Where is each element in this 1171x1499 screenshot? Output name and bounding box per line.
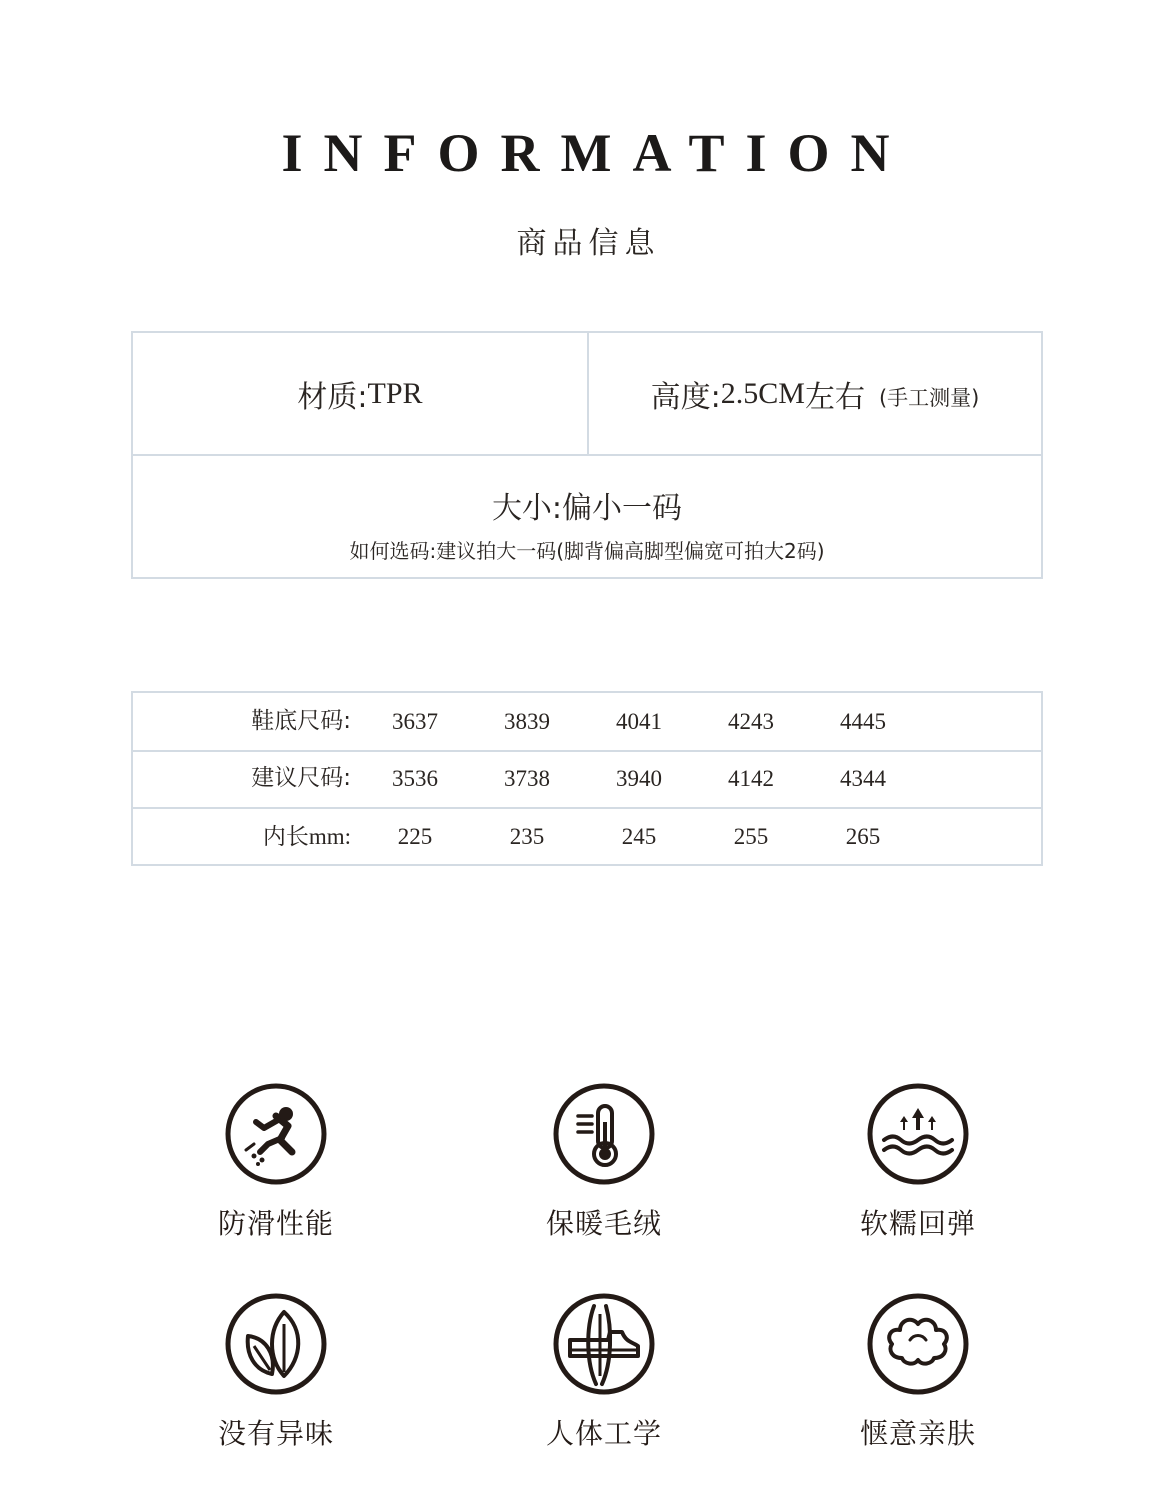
table-cell: 4243	[728, 709, 774, 734]
feature-ergonomic	[489, 1292, 719, 1452]
size-label: 大小:	[491, 491, 563, 526]
page-title: INFORMATION	[281, 123, 911, 183]
table-cell: 245	[621, 824, 657, 849]
material-value: TPR	[367, 376, 423, 410]
table-cell: 4445	[840, 709, 886, 734]
table-cell: 3940	[616, 766, 662, 791]
feature-label: 保暖毛绒	[545, 1207, 662, 1240]
feature-label: 惬意亲肤	[859, 1417, 976, 1450]
feature-warmth	[489, 1082, 719, 1242]
feature-anti-slip	[161, 1082, 391, 1242]
table-cell: 4142	[728, 766, 774, 791]
feature-rebound	[803, 1082, 1033, 1242]
feature-label: 人体工学	[545, 1417, 662, 1450]
table-row	[133, 750, 1041, 809]
height-suffix: 左右	[804, 379, 865, 415]
cotton-icon	[866, 1292, 970, 1396]
feature-no-odor	[161, 1292, 391, 1452]
row-label-cn: 内长	[262, 824, 309, 850]
feature-label: 没有异味	[217, 1417, 334, 1450]
thermometer-icon	[552, 1082, 656, 1186]
page-subtitle: 商品信息	[516, 226, 661, 261]
height-note: (手工测量)	[878, 385, 980, 410]
product-info-box	[131, 331, 1043, 579]
leaf-icon	[224, 1292, 328, 1396]
ergonomic-shoe-icon	[552, 1292, 656, 1396]
size-table	[131, 691, 1043, 866]
feature-skin-friendly	[803, 1292, 1033, 1452]
rebound-icon	[866, 1082, 970, 1186]
table-cell: 3536	[392, 766, 438, 791]
row-label: 鞋底尺码:	[251, 708, 351, 734]
table-cell: 3738	[504, 766, 550, 791]
table-row	[133, 693, 1041, 752]
feature-label: 软糯回弹	[859, 1207, 976, 1240]
anti-slip-icon	[224, 1082, 328, 1186]
row-label	[263, 808, 351, 865]
table-row	[133, 808, 1041, 865]
height-label: 高度:	[650, 379, 721, 415]
table-cell: 265	[845, 824, 881, 849]
table-cell: 255	[733, 824, 769, 849]
table-cell: 4344	[840, 766, 886, 791]
table-cell: 3839	[504, 709, 550, 734]
table-cell: 225	[397, 824, 433, 849]
row-label: 建议尺码:	[251, 765, 351, 791]
size-fit-line	[133, 483, 1041, 527]
material-label: 材质:	[297, 379, 368, 415]
table-cell: 4041	[616, 709, 662, 734]
material-cell	[133, 333, 587, 454]
height-value: 2.5CM	[720, 376, 805, 410]
table-cell: 235	[509, 824, 545, 849]
row-label-unit: mm:	[308, 824, 351, 849]
size-tip: 如何选码:建议拍大一码(脚背偏高脚型偏宽可拍大2码)	[349, 539, 825, 563]
size-value: 偏小一码	[562, 491, 683, 526]
feature-label: 防滑性能	[217, 1207, 334, 1240]
height-cell	[589, 333, 1041, 454]
table-cell: 3637	[392, 709, 438, 734]
info-row-top	[133, 333, 1041, 456]
